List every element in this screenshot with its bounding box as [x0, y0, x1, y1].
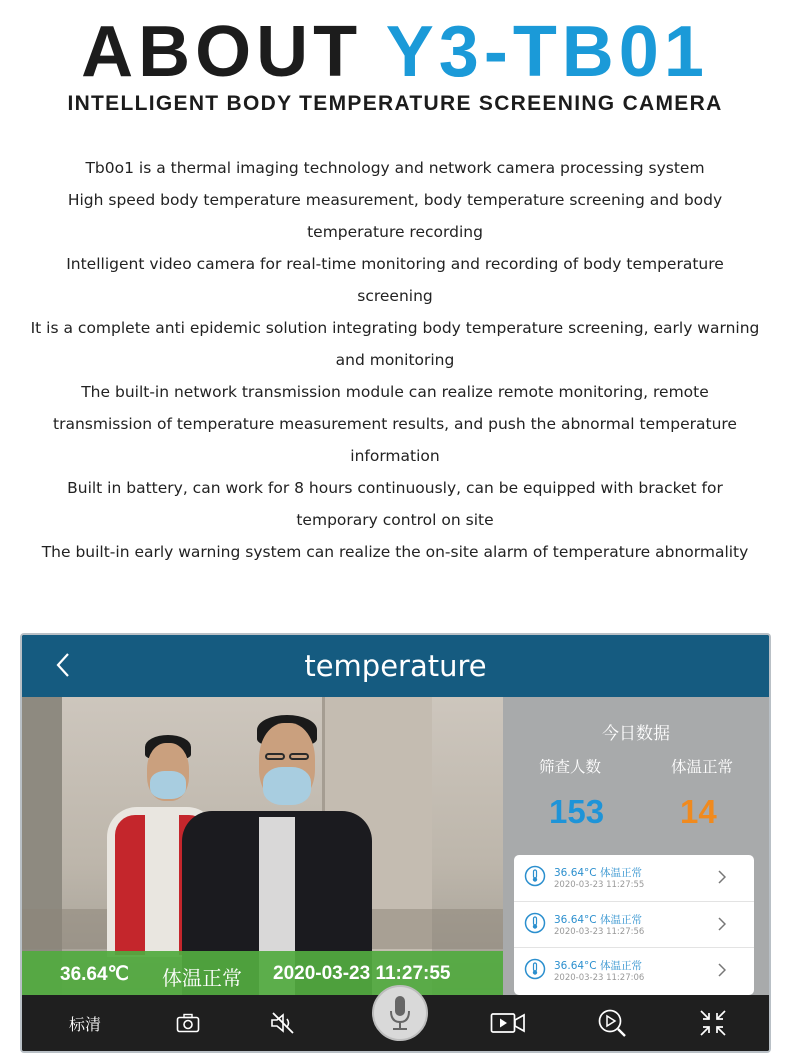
description-line: Built in battery, can work for 8 hours continuously, can be equipped with bracket for temporary control on site — [67, 479, 723, 529]
status-temperature: 36.64℃ — [60, 964, 129, 985]
description-line: Tb0o1 is a thermal imaging technology and network camera processing system — [85, 159, 705, 177]
app-header — [22, 635, 769, 697]
record-time: 2020-03-23 11:27:56 — [554, 926, 645, 937]
description-line: It is a complete anti epidemic solution integrating body temperature screening, early warning and monitoring — [30, 319, 760, 369]
app-screenshot — [20, 633, 771, 1053]
screened-label: 筛查人数 — [539, 758, 602, 776]
normal-label: 体温正常 — [671, 758, 734, 776]
thermometer-icon — [524, 865, 546, 887]
collapse-button[interactable] — [695, 995, 731, 1051]
camera-icon — [176, 1013, 200, 1033]
record-title: 36.64°C 体温正常 — [554, 913, 642, 926]
description-line: Intelligent video camera for real-time monitoring and recording of body temperature screening — [66, 255, 724, 305]
back-button[interactable] — [48, 645, 78, 685]
record-item[interactable] — [514, 948, 754, 995]
app-title: temperature — [304, 649, 487, 683]
description-line: High speed body temperature measurement, body temperature screening and body temperature recording — [67, 191, 723, 241]
record-item[interactable] — [514, 902, 754, 949]
screened-count: 153 — [549, 793, 605, 830]
normal-count: 14 — [680, 793, 717, 830]
hero-subtitle: INTELLIGENT BODY TEMPERATURE SCREENING CAMERA — [67, 92, 723, 115]
video-feed — [22, 697, 503, 999]
status-timestamp: 2020-03-23 11:27:55 — [273, 963, 451, 984]
description-line: The built-in network transmission module can realize remote monitoring, remote transmission of temperature measurement results, and push the abnormal temperature information — [53, 383, 737, 465]
record-time: 2020-03-23 11:27:06 — [554, 973, 645, 984]
playback-button[interactable] — [594, 995, 630, 1051]
hero-title — [0, 12, 790, 92]
description-line: The built-in early warning system can realize the on-site alarm of temperature abnormality — [41, 543, 749, 561]
chevron-left-icon — [55, 652, 71, 678]
panel-heading: 今日数据 — [602, 724, 670, 744]
video-record-icon — [490, 1012, 526, 1034]
status-state: 体温正常 — [162, 966, 242, 990]
bottom-toolbar — [22, 995, 769, 1051]
thermometer-icon — [524, 958, 546, 980]
thermometer-icon — [524, 912, 546, 934]
temperature-status-bar — [22, 951, 503, 999]
hero-title-model: Y3-TB01 — [385, 12, 709, 92]
stats-panel — [503, 697, 769, 999]
chevron-right-icon — [718, 963, 726, 977]
mute-icon — [269, 1011, 297, 1035]
chevron-right-icon — [718, 870, 726, 884]
talk-button[interactable] — [372, 985, 428, 1041]
microphone-icon — [387, 994, 413, 1032]
record-video-button[interactable] — [488, 995, 528, 1051]
quality-button[interactable]: 标清 — [68, 1014, 101, 1034]
snapshot-button[interactable] — [170, 995, 206, 1051]
record-title: 36.64°C 体温正常 — [554, 867, 642, 879]
record-item[interactable] — [514, 855, 754, 902]
collapse-icon — [699, 1009, 727, 1037]
hero-title-main: ABOUT — [81, 12, 363, 92]
playback-search-icon — [597, 1008, 627, 1038]
chevron-right-icon — [718, 917, 726, 931]
record-time: 2020-03-23 11:27:55 — [554, 880, 645, 890]
description — [30, 152, 760, 568]
mute-button[interactable] — [265, 995, 301, 1051]
records-list — [514, 855, 754, 995]
record-title: 36.64°C 体温正常 — [554, 960, 642, 973]
